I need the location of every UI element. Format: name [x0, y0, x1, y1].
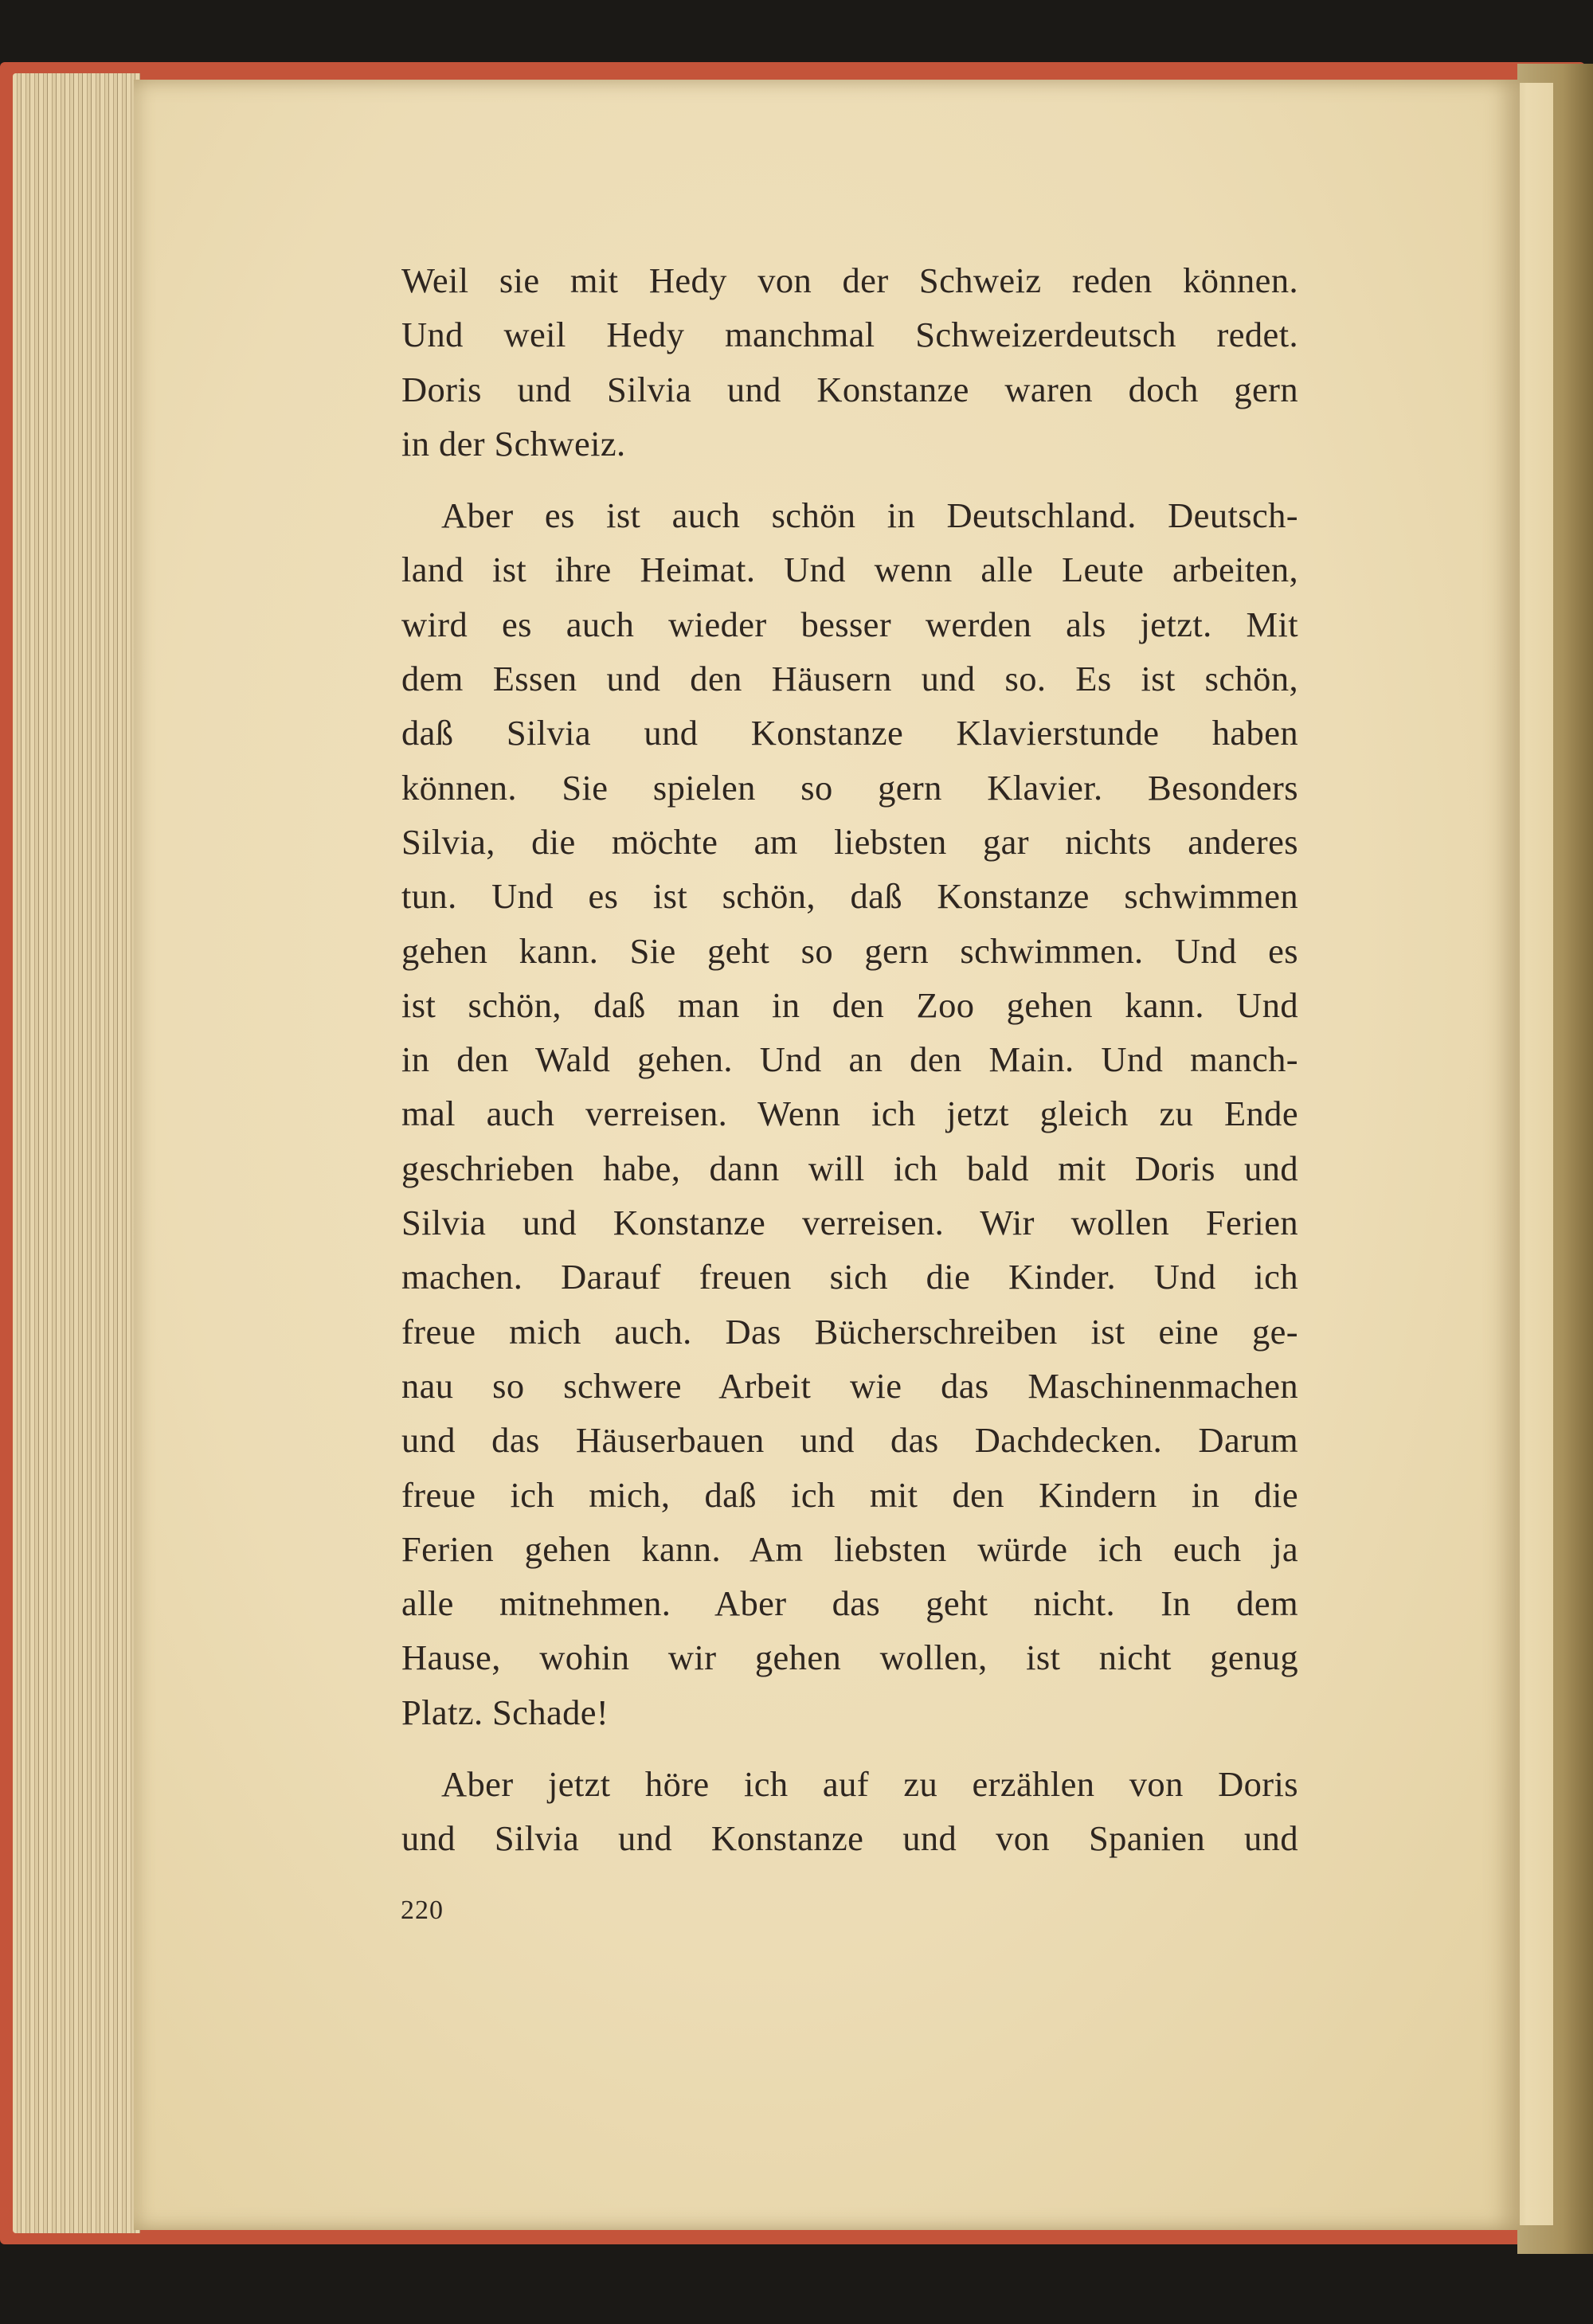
text-line: mal auch verreisen. Wenn ich jetzt gleich zu Ende: [401, 1094, 1298, 1134]
text-line: tun. Und es ist schön, daß Konstanze schwimmen: [401, 876, 1298, 917]
text-line: in der Schweiz.: [401, 423, 626, 464]
text-line: Und weil Hedy manchmal Schweizerdeutsch redet.: [401, 315, 1298, 355]
text-line: wird es auch wieder besser werden als jetzt. Mit: [401, 604, 1298, 644]
text-line: land ist ihre Heimat. Und wenn alle Leute arbeiten,: [401, 550, 1298, 590]
text-line: daß Silvia und Konstanze Klavierstunde haben: [401, 713, 1298, 753]
text-line: Silvia, die möchte am liebsten gar nichts anderes: [401, 821, 1298, 862]
text-line: machen. Darauf freuen sich die Kinder. Und ich: [401, 1257, 1298, 1297]
text-line: gehen kann. Sie geht so gern schwimmen. Und es: [401, 930, 1298, 971]
text-line: Weil sie mit Hedy von der Schweiz reden können.: [401, 260, 1298, 300]
paragraph-1: [401, 253, 1298, 471]
text-line: Aber jetzt höre ich auf zu erzählen von Doris: [441, 1764, 1298, 1805]
text-line: geschrieben habe, dann will ich bald mit Doris und: [401, 1148, 1298, 1188]
page-number: 220: [401, 1896, 444, 1925]
text-line: nau so schwere Arbeit wie das Maschinenmachen: [401, 1365, 1298, 1406]
text-line: Platz. Schade!: [401, 1692, 609, 1732]
page-text: [401, 253, 1298, 1866]
paragraph-2: [401, 488, 1298, 1739]
text-line: Aber es ist auch schön in Deutschland. Deutsch-: [441, 495, 1298, 536]
text-line: freue mich auch. Das Bücherschreiben ist eine ge-: [401, 1311, 1298, 1352]
text-line: ist schön, daß man in den Zoo gehen kann. Und: [401, 984, 1298, 1025]
text-line: Silvia und Konstanze verreisen. Wir wollen Ferien: [401, 1203, 1298, 1243]
text-line: dem Essen und den Häusern und so. Es ist schön,: [401, 659, 1298, 699]
text-line: freue ich mich, daß ich mit den Kindern in die: [401, 1474, 1298, 1515]
text-line: alle mitnehmen. Aber das geht nicht. In dem: [401, 1583, 1298, 1624]
text-line: in den Wald gehen. Und an den Main. Und manch-: [401, 1039, 1298, 1080]
text-line: können. Sie spielen so gern Klavier. Besonders: [401, 767, 1298, 808]
text-line: Doris und Silvia und Konstanze waren doch gern: [401, 369, 1298, 409]
page-edges: [13, 73, 140, 2233]
paragraph-3: [401, 1757, 1298, 1866]
text-line: Hause, wohin wir gehen wollen, ist nicht genug: [401, 1637, 1298, 1678]
text-line: und Silvia und Konstanze und von Spanien und: [401, 1818, 1298, 1859]
text-line: und das Häuserbauen und das Dachdecken. Darum: [401, 1420, 1298, 1461]
text-line: Ferien gehen kann. Am liebsten würde ich euch ja: [401, 1528, 1298, 1569]
